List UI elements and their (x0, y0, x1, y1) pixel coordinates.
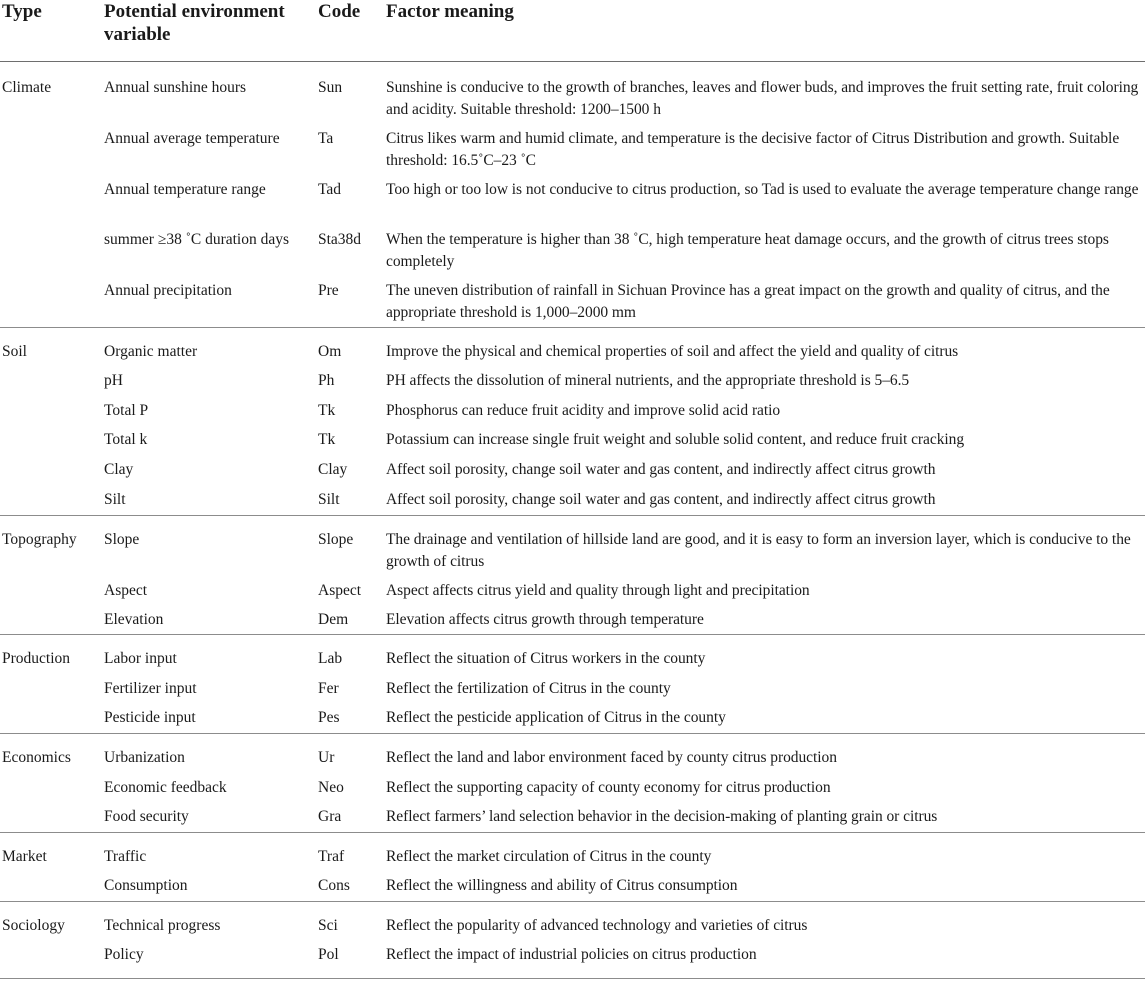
variable-cell: Consumption (104, 877, 188, 894)
meaning-cell: Reflect the impact of industrial policies on citrus production (386, 946, 757, 963)
meaning-cell: Improve the physical and chemical properties of soil and affect the yield and quality of citrus (386, 343, 959, 360)
meaning-cell: The drainage and ventilation of hillside land are good, and it is easy to form an inversion layer, which is conducive to the growth of citrus (386, 531, 1131, 570)
meaning-cell: When the temperature is higher than 38 ˚C, high temperature heat damage occurs, and the growth of citrus trees stops completely (386, 231, 1109, 270)
meaning-cell: Affect soil porosity, change soil water and gas content, and indirectly affect citrus growth (386, 461, 936, 478)
code-cell: Sci (318, 917, 338, 934)
variable-cell: Labor input (104, 650, 177, 667)
code-cell: Traf (318, 848, 345, 865)
variable-cell: summer ≥38 ˚C duration days (104, 231, 290, 248)
variable-cell: pH (104, 372, 123, 389)
code-cell: Dem (318, 611, 349, 628)
group-separator (0, 733, 1145, 734)
code-cell: Tk (318, 431, 336, 448)
variable-cell: Clay (104, 461, 134, 478)
variable-cell: Annual average temperature (104, 130, 280, 147)
group-separator (0, 634, 1145, 635)
group-separator (0, 515, 1145, 516)
meaning-cell: Reflect the supporting capacity of county economy for citrus production (386, 779, 831, 796)
variable-cell: Traffic (104, 848, 147, 865)
group-type-label: Sociology (2, 917, 65, 934)
meaning-cell: Reflect the willingness and ability of Citrus consumption (386, 877, 738, 894)
code-cell: Sun (318, 79, 343, 96)
code-cell: Clay (318, 461, 348, 478)
group-type-label: Topography (2, 531, 77, 548)
meaning-cell: Reflect the pesticide application of Citrus in the county (386, 709, 726, 726)
code-cell: Cons (318, 877, 350, 894)
variable-cell: Annual precipitation (104, 282, 232, 299)
variable-cell: Annual sunshine hours (104, 79, 247, 96)
meaning-cell: Potassium can increase single fruit weight and soluble solid content, and reduce fruit cracking (386, 431, 965, 448)
variable-cell: Annual temperature range (104, 181, 266, 198)
meaning-cell: Reflect farmers’ land selection behavior in the decision-making of planting grain or citrus (386, 808, 938, 825)
variable-cell: Slope (104, 531, 140, 548)
header-meaning: Factor meaning (386, 1, 514, 22)
meaning-cell: Too high or too low is not conducive to citrus production, so Tad is used to evaluate the average temperature change range (386, 181, 1139, 198)
meaning-cell: Reflect the market circulation of Citrus in the county (386, 848, 712, 865)
code-cell: Aspect (318, 582, 362, 599)
meaning-cell: Reflect the popularity of advanced technology and varieties of citrus (386, 917, 808, 934)
variable-cell: Urbanization (104, 749, 185, 766)
group-separator (0, 832, 1145, 833)
code-cell: Om (318, 343, 342, 360)
meaning-cell: Reflect the situation of Citrus workers in the county (386, 650, 706, 667)
header-variable: Potential environment variable (104, 1, 285, 45)
variable-cell: Aspect (104, 582, 148, 599)
code-cell: Sta38d (318, 231, 362, 248)
header-type: Type (2, 1, 42, 22)
group-type-label: Soil (2, 343, 27, 360)
code-cell: Fer (318, 680, 339, 697)
code-cell: Slope (318, 531, 354, 548)
meaning-cell: Sunshine is conducive to the growth of branches, leaves and flower buds, and improves the fruit setting rate, fruit coloring and acidity. Suitable threshold: 1200–1500 h (386, 79, 1139, 118)
code-cell: Pre (318, 282, 339, 299)
code-cell: Ta (318, 130, 334, 147)
variable-cell: Elevation (104, 611, 164, 628)
meaning-cell: Citrus likes warm and humid climate, and temperature is the decisive factor of Citrus Distribution and growth. Suitable threshold: 16.5˚C–23 ˚C (386, 130, 1120, 169)
code-cell: Pes (318, 709, 340, 726)
code-cell: Ph (318, 372, 335, 389)
group-separator (0, 327, 1145, 328)
variable-cell: Total k (104, 431, 148, 448)
variable-cell: Policy (104, 946, 144, 963)
group-separator (0, 978, 1145, 979)
group-type-label: Economics (2, 749, 71, 766)
meaning-cell: Affect soil porosity, change soil water and gas content, and indirectly affect citrus growth (386, 491, 936, 508)
variable-cell: Economic feedback (104, 779, 227, 796)
variable-cell: Organic matter (104, 343, 198, 360)
code-cell: Tad (318, 181, 342, 198)
group-type-label: Climate (2, 79, 52, 96)
variable-cell: Fertilizer input (104, 680, 197, 697)
code-cell: Lab (318, 650, 343, 667)
meaning-cell: Phosphorus can reduce fruit acidity and improve solid acid ratio (386, 402, 781, 419)
meaning-cell: PH affects the dissolution of mineral nutrients, and the appropriate threshold is 5–6.5 (386, 372, 910, 389)
group-type-label: Production (2, 650, 71, 667)
variable-cell: Pesticide input (104, 709, 196, 726)
variable-cell: Food security (104, 808, 189, 825)
header-rule (0, 61, 1145, 62)
meaning-cell: The uneven distribution of rainfall in Sichuan Province has a great impact on the growth and quality of citrus, and the appropriate threshold is 1,000–2000 mm (386, 282, 1110, 321)
group-separator (0, 901, 1145, 902)
code-cell: Neo (318, 779, 344, 796)
meaning-cell: Reflect the fertilization of Citrus in the county (386, 680, 671, 697)
meaning-cell: Elevation affects citrus growth through temperature (386, 611, 704, 628)
variable-cell: Technical progress (104, 917, 221, 934)
variable-cell: Silt (104, 491, 126, 508)
code-cell: Gra (318, 808, 342, 825)
code-cell: Silt (318, 491, 340, 508)
code-cell: Tk (318, 402, 336, 419)
header-code: Code (318, 1, 361, 22)
meaning-cell: Aspect affects citrus yield and quality through light and precipitation (386, 582, 810, 599)
variable-cell: Total P (104, 402, 149, 419)
code-cell: Ur (318, 749, 335, 766)
meaning-cell: Reflect the land and labor environment faced by county citrus production (386, 749, 837, 766)
group-type-label: Market (2, 848, 47, 865)
code-cell: Pol (318, 946, 339, 963)
